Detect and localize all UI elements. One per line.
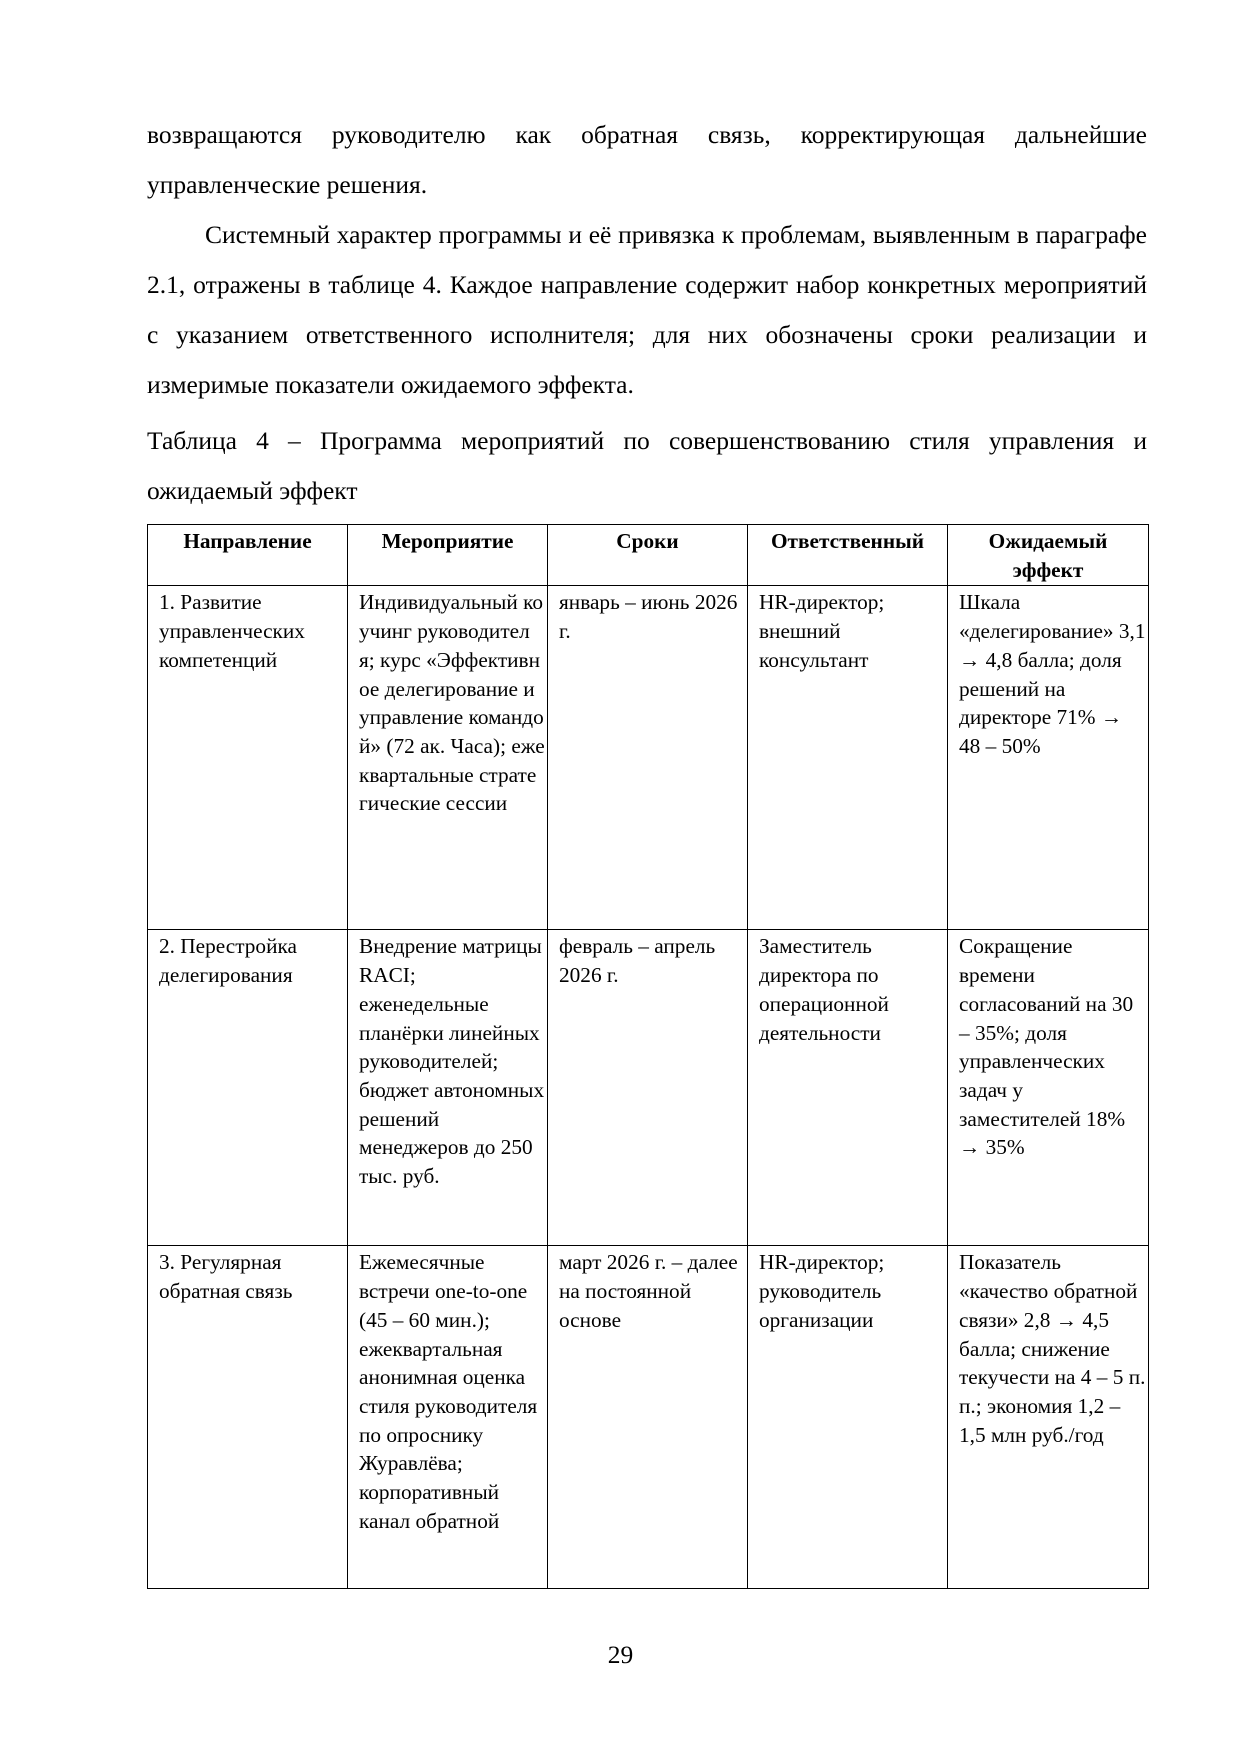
cell-responsible: HR-директор; руководитель организации [748,1246,948,1589]
cell-terms: январь – июнь 2026 г. [548,586,748,930]
header-terms: Сроки [548,525,748,586]
table-caption: Таблица 4 – Программа мероприятий по совершенствованию стиля управления и ожидаемый эффект [147,426,1147,505]
cell-direction: 1. Развитие управленческих компетенций [148,586,348,930]
cell-responsible: HR-директор; внешний консультант [748,586,948,930]
table-row [148,930,1149,1246]
table-row [148,586,1149,930]
cell-terms: март 2026 г. – далее на постоянной основе [548,1246,748,1589]
header-activity: Мероприятие [348,525,548,586]
page-number: 29 [607,1640,634,1669]
program-table [147,524,1149,1589]
cell-activity: Ежемесячные встречи one-to-one (45 – 60 мин.); ежеквартальная анонимная оценка стиля руководителя по опроснику Журавлёва; корпоративный канал обратной [348,1246,548,1589]
paragraph-continuation: возвращаются руководителю как обратная связь, корректирующая дальнейшие управленческие решения. [147,120,1147,199]
document-page [147,110,1147,1589]
header-direction: Направление [148,525,348,586]
cell-terms: февраль – апрель 2026 г. [548,930,748,1246]
cell-effect: Шкала «делегирование» 3,1 → 4,8 балла; доля решений на директоре 71% → 48 – 50% [948,586,1149,930]
cell-effect: Показатель «качество обратной связи» 2,8 → 4,5 балла; снижение текучести на 4 – 5 п. п.; экономия 1,2 – 1,5 млн руб./год [948,1246,1149,1589]
header-responsible: Ответственный [748,525,948,586]
table-header-row [148,525,1149,586]
cell-activity: Внедрение матрицы RACI; еженедельные планёрки линейных руководителей; бюджет автономных решений менеджеров до 250 тыс. руб. [348,930,548,1246]
header-effect: Ожидаемый эффект [948,525,1149,586]
cell-activity: Индивидуальный коучинг руководителя; курс «Эффективное делегирование и управление командой» (72 ак. Часа); ежеквартальные стратегические сессии [348,586,548,930]
cell-direction: 2. Перестройка делегирования [148,930,348,1246]
paragraph-table-intro: Системный характер программы и её привязка к проблемам, выявленным в параграфе 2.1, отражены в таблице 4. Каждое направление содержит набор конкретных мероприятий с указанием ответственного исполнителя; для них обозначены сроки реализации и измеримые показатели ожидаемого эффекта. [147,220,1147,399]
cell-responsible: Заместитель директора по операционной деятельности [748,930,948,1246]
cell-direction: 3. Регулярная обратная связь [148,1246,348,1589]
cell-effect: Сокращение времени согласований на 30 – 35%; доля управленческих задач у заместителей 18% → 35% [948,930,1149,1246]
table-row [148,1246,1149,1589]
